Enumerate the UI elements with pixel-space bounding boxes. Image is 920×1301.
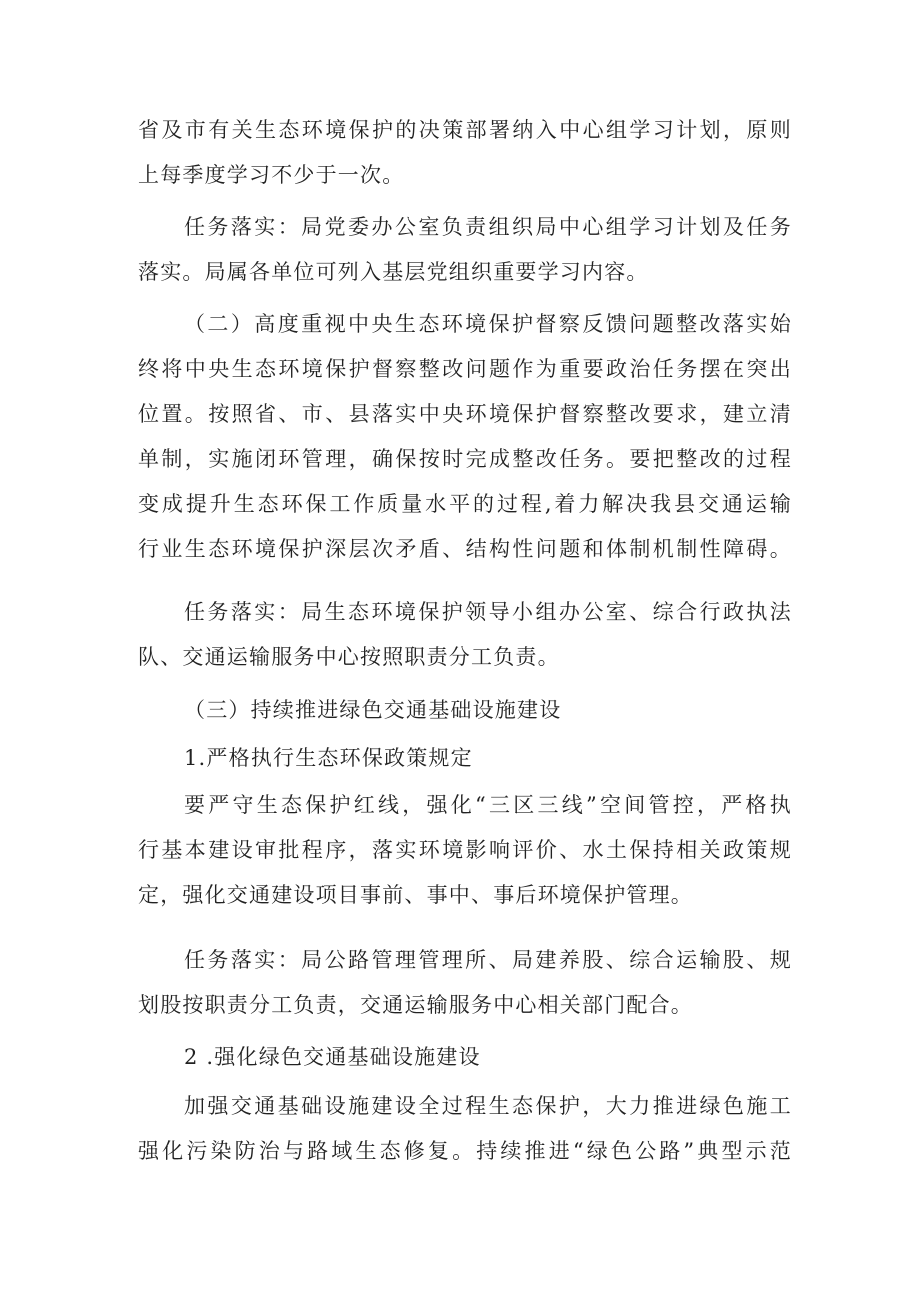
text-line: 任务落实：局公路管理管理所、局建养股、综合运输股、规	[184, 948, 792, 972]
text-line: 行业生态环境保护深层次矛盾、结构性问题和体制机制性障碍。	[138, 537, 792, 561]
paragraph-1	[138, 108, 792, 198]
text-line: 终将中央生态环境保护督察整改问题作为重要政治任务摆在突出	[138, 357, 792, 381]
paragraph-8	[138, 938, 792, 1028]
text-line: 上每季度学习不少于一次。	[138, 163, 405, 187]
text-line: 队、交通运输服务中心按照职责分工负责。	[138, 645, 560, 669]
text-line: 落实。局属各单位可列入基层党组织重要学习内容。	[138, 260, 649, 284]
text-line: 行基本建设审批程序，落实环境影响评价、水土保持相关政策规	[138, 838, 792, 862]
text-line: 加强交通基础设施建设全过程生态保护，大力推进绿色施工	[184, 1094, 792, 1118]
text-line: 2 .强化绿色交通基础设施建设	[184, 1045, 481, 1069]
text-line: 变成提升生态环保工作质量水平的过程,着力解决我县交通运输	[138, 492, 792, 516]
paragraph-2	[138, 205, 792, 295]
section-heading-2	[138, 302, 792, 572]
paragraph-4	[138, 590, 792, 680]
text-line: 划股按职责分工负责，交通运输服务中心相关部门配合。	[138, 993, 693, 1017]
subheading-1	[138, 736, 792, 781]
section-heading-3	[138, 688, 792, 733]
text-line: 位置。按照省、市、县落实中央环境保护督察整改要求，建立清	[138, 402, 792, 426]
paragraph-10	[138, 1084, 792, 1174]
text-line: 任务落实：局生态环境保护领导小组办公室、综合行政执法	[184, 600, 792, 624]
text-line: （二）高度重视中央生态环境保护督察反馈问题整改落实始	[184, 312, 792, 336]
text-line: 1.严格执行生态环保政策规定	[184, 746, 473, 770]
text-line: 定，强化交通建设项目事前、事中、事后环境保护管理。	[138, 883, 693, 907]
paragraph-7	[138, 783, 792, 918]
text-line: 强化污染防治与路域生态修复。持续推进“绿色公路”典型示范	[138, 1139, 792, 1163]
subheading-2	[138, 1035, 792, 1080]
text-line: 省及市有关生态环境保护的决策部署纳入中心组学习计划，原则	[138, 118, 792, 142]
text-line: （三）持续推进绿色交通基础设施建设	[184, 698, 562, 722]
text-line: 任务落实：局党委办公室负责组织局中心组学习计划及任务	[184, 215, 792, 239]
text-line: 要严守生态保护红线，强化“三区三线”空间管控，严格执	[184, 793, 792, 817]
text-line: 单制，实施闭环管理，确保按时完成整改任务。要把整改的过程	[138, 447, 792, 471]
